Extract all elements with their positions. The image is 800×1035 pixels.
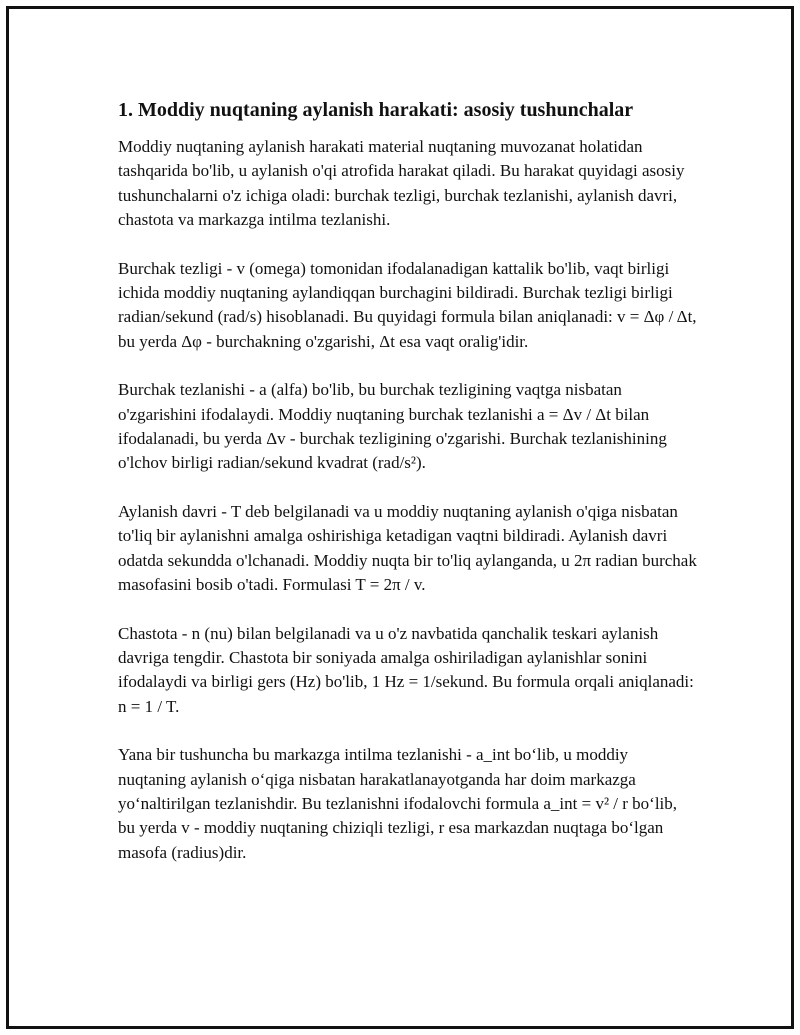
- paragraph-intro: Moddiy nuqtaning aylanish harakati material nuqtaning muvozanat holatidan tashqarida bo'lib, u aylanish o'qi atrofida harakat qiladi. Bu harakat quyidagi asosiy tushunchalarni o'z ichiga oladi: burchak tezligi, burchak tezlanishi, aylanish davri, chastota va markazga intilma tezlanishi.: [118, 137, 685, 230]
- paragraph-angular-acceleration: Burchak tezlanishi - a (alfa) bo'lib, bu burchak tezligining vaqtga nisbatan o'zgarishini ifodalaydi. Moddiy nuqtaning burchak tezlanishi a = Δv / Δt bilan ifodalanadi, bu yerda Δv - burchak tezligining o'zgarishi. Burchak tezlanishining o'lchov birligi radian/sekund kvadrat (rad/s²).: [118, 380, 667, 473]
- paragraph-rotation-period: Aylanish davri - T deb belgilanadi va u moddiy nuqtaning aylanish o'qiga nisbatan to'liq bir aylanishni amalga oshirishiga ketadigan vaqtni bildiradi. Aylanish davri odatda sekundda o'lchanadi. Moddiy nuqta bir to'liq aylanganda, u 2π radian burchak masofasini bosib o'tadi. Formulasi T = 2π / v.: [118, 501, 697, 595]
- paragraph-frequency: Chastota - n (nu) bilan belgilanadi va u o'z navbatida qanchalik teskari aylanish davriga tengdir. Chastota bir soniyada amalga oshiriladigan aylanishlar sonini ifodalaydi va birligi gers (Hz) bo'lib, 1 Hz = 1/sekund. Bu formula orqali aniqlanadi: n = 1 / T.: [118, 623, 694, 716]
- page-frame: [6, 6, 794, 1029]
- paragraph-centripetal-acceleration: Yana bir tushuncha bu markazga intilma tezlanishi - a_int bo‘lib, u moddiy nuqtaning aylanish o‘qiga nisbatan harakatlanayotganda har doim markazga yo‘naltirilgan tezlanishdir. Bu tezlanishni ifodalovchi formula a_int = v² / r bo‘lib, bu yerda v - moddiy nuqtaning chiziqli tezligi, r esa markazdan nuqtaga bo‘lgan masofa (radius)dir.: [118, 745, 678, 862]
- document-body: [118, 97, 698, 889]
- paragraph-angular-velocity: Burchak tezligi - v (omega) tomonidan ifodalanadigan kattalik bo'lib, vaqt birligi ichida moddiy nuqtaning aylandiqqan burchagini bildiradi. Burchak tezligi birligi radian/sekund (rad/s) hisoblanadi. Bu quyidagi formula bilan aniqlanadi: v = Δφ / Δt, bu yerda Δφ - burchakning o'zgarishi, Δt esa vaqt oralig'idir.: [118, 258, 697, 351]
- document-title: 1. Moddiy nuqtaning aylanish harakati: asosiy tushunchalar: [118, 99, 634, 121]
